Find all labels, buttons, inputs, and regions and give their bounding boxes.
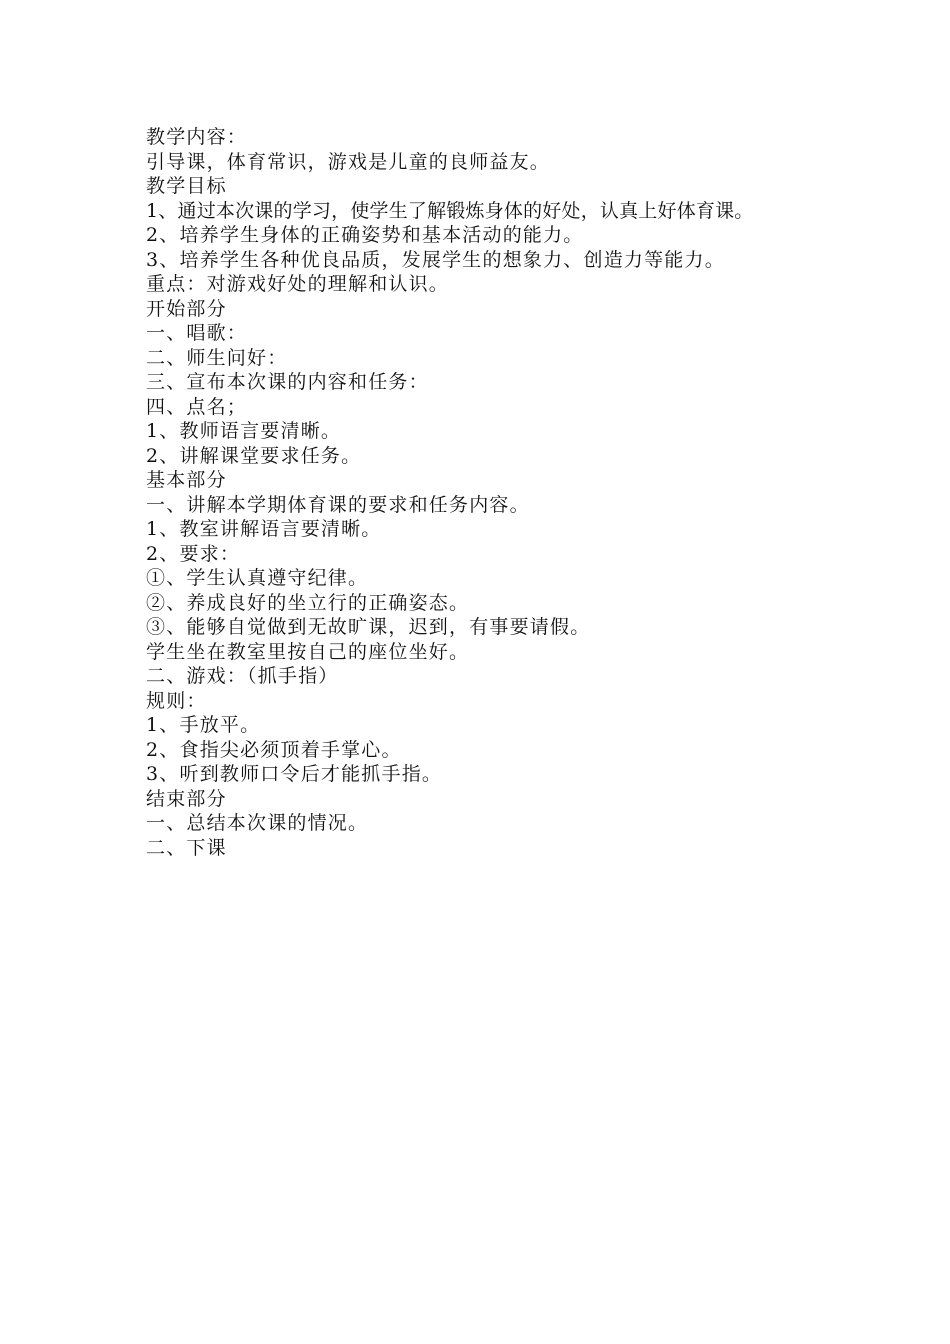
basic-subitem-2: 2、要求： [146, 542, 241, 565]
rule-item-3: 3、听到教师口令后才能抓手指。 [146, 763, 443, 785]
objective-item-3: 3、培养学生各种优良品质，发展学生的想象力、创造力等能力。 [146, 248, 725, 271]
opening-item-3: 三、宣布本次课的内容和任务： [146, 371, 429, 393]
opening-item-2: 二、师生问好： [146, 346, 288, 369]
closing-item-2: 二、下课 [146, 836, 227, 859]
section-heading-opening: 开始部分 [146, 297, 227, 320]
basic-subitem-1: 1、教室讲解语言要清晰。 [146, 518, 382, 540]
requirement-item-1: ①、学生认真遵守纪律。 [146, 567, 369, 589]
requirement-item-3: ③、能够自觉做到无故旷课，迟到，有事要请假。 [146, 616, 591, 638]
key-point-text: 重点：对游戏好处的理解和认识。 [146, 273, 450, 295]
section-heading-closing: 结束部分 [146, 787, 227, 810]
objective-item-1: 1、通过本次课的学习，使学生了解锻炼身体的好处，认真上好体育课。 [146, 199, 754, 222]
objective-item-2: 2、培养学生身体的正确姿势和基本活动的能力。 [146, 224, 584, 246]
requirement-item-2: ②、养成良好的坐立行的正确姿态。 [146, 591, 470, 614]
opening-item-1: 一、唱歌： [146, 322, 248, 344]
rule-item-1: 1、手放平。 [146, 714, 261, 736]
seating-text: 学生坐在教室里按自己的座位坐好。 [146, 640, 470, 663]
document-body [146, 125, 846, 860]
basic-item-2: 二、游戏：（抓手指） [146, 665, 339, 687]
closing-item-1: 一、总结本次课的情况。 [146, 812, 369, 834]
section-heading-content: 教学内容： [146, 126, 248, 148]
content-text: 引导课，体育常识，游戏是儿童的良师益友。 [146, 150, 551, 173]
section-heading-basic: 基本部分 [146, 469, 227, 491]
opening-item-4: 四、点名； [146, 395, 248, 418]
basic-item-1: 一、讲解本学期体育课的要求和任务内容。 [146, 493, 530, 516]
opening-subitem-2: 2、讲解课堂要求任务。 [146, 444, 362, 467]
rules-heading: 规则： [146, 689, 207, 712]
section-heading-objectives: 教学目标 [146, 175, 227, 197]
opening-subitem-1: 1、教师语言要清晰。 [146, 420, 342, 442]
rule-item-2: 2、食指尖必须顶着手掌心。 [146, 738, 402, 761]
